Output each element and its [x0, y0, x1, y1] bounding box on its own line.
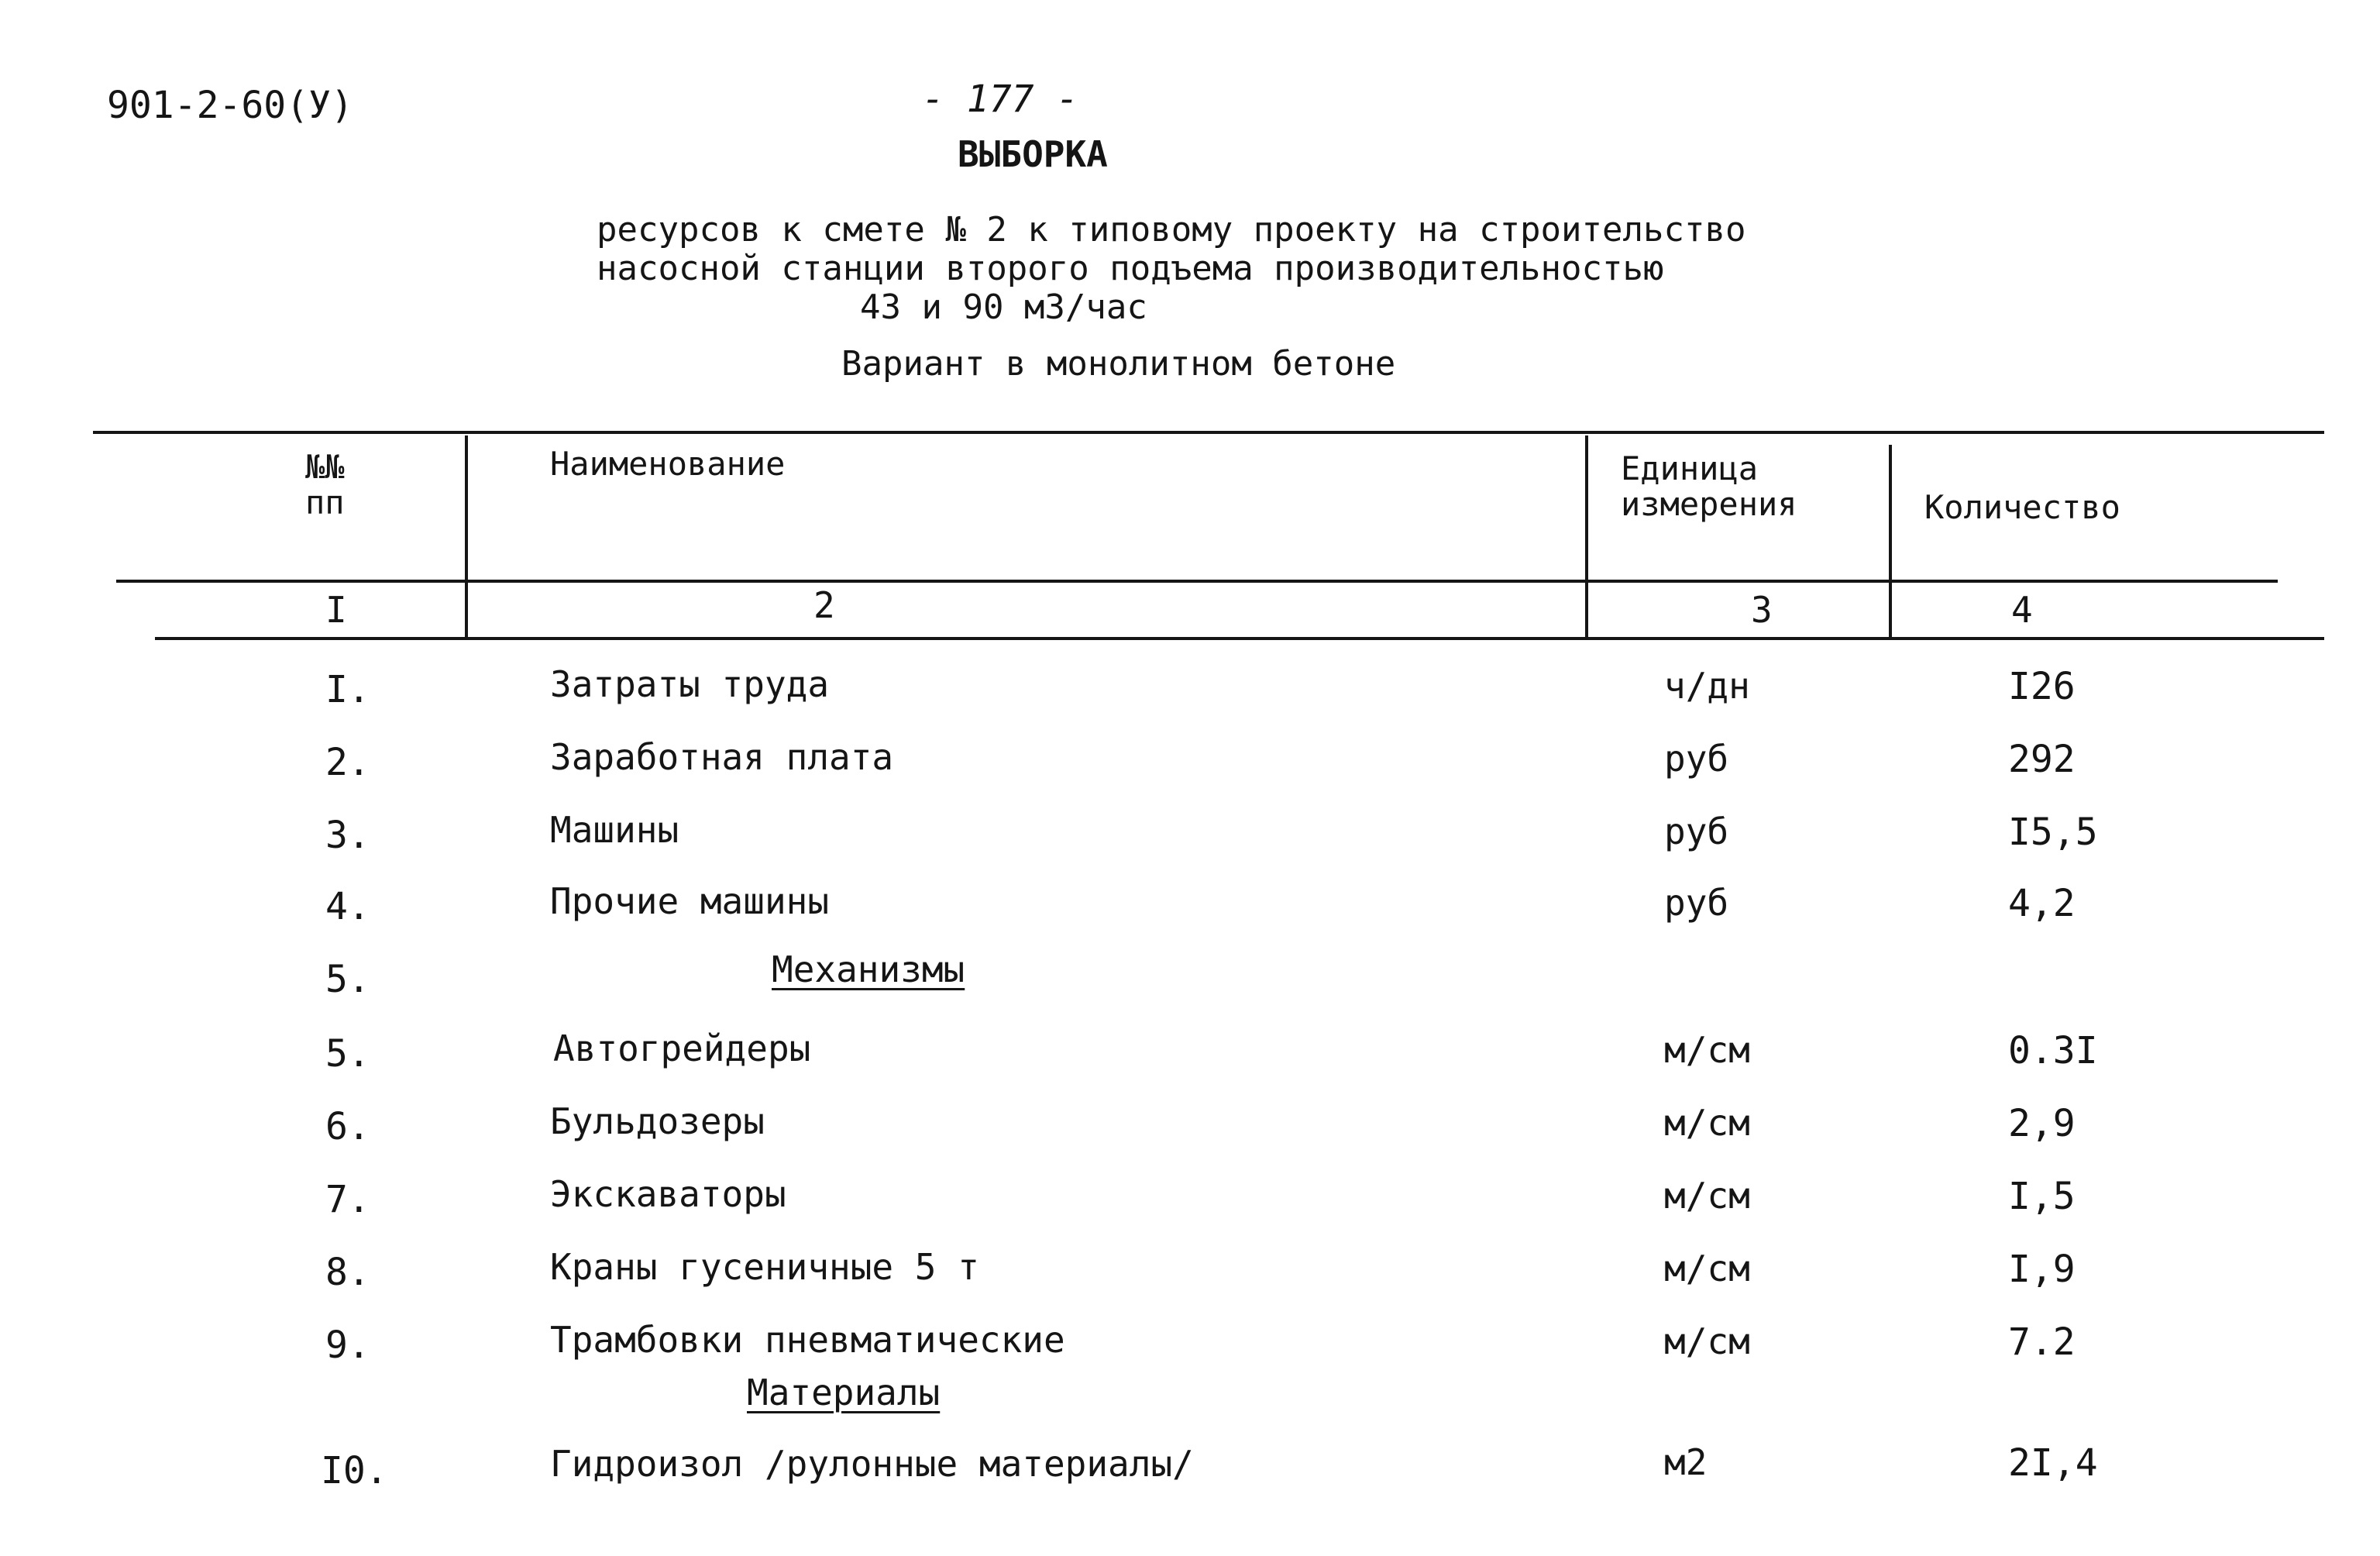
- row-quantity: 2I,4: [2008, 1441, 2098, 1485]
- row-name: Прочие машины: [550, 880, 830, 922]
- column-number-3: 3: [1751, 589, 1773, 631]
- row-unit: руб: [1664, 811, 1729, 852]
- row-name: Заработная плата: [550, 736, 894, 778]
- subtitle-line-2: насосной станции второго подъема производительностью: [597, 249, 1664, 288]
- table-header-rule: [116, 580, 2278, 583]
- table-numbers-rule: [155, 637, 2324, 640]
- header-num-line-1: №№: [305, 448, 345, 486]
- variant-caption: Вариант в монолитном бетоне: [841, 344, 1396, 384]
- column-number-4: 4: [2011, 589, 2033, 631]
- column-number-1: I: [325, 589, 347, 631]
- header-num: [305, 449, 345, 521]
- row-unit: м2: [1664, 1441, 1708, 1483]
- row-quantity: I,9: [2008, 1248, 2076, 1291]
- row-name: Бульдозеры: [550, 1100, 765, 1142]
- row-quantity: I5,5: [2008, 811, 2098, 854]
- row-quantity: 4,2: [2008, 882, 2076, 925]
- row-number: 9.: [325, 1324, 370, 1367]
- row-number: 4.: [325, 885, 370, 928]
- document-code: 901-2-60(У): [107, 84, 353, 127]
- row-name: Краны гусеничные 5 т: [550, 1246, 979, 1288]
- row-number: 8.: [325, 1251, 370, 1294]
- row-name: Гидроизол /рулонные материалы/: [550, 1443, 1194, 1485]
- subtitle-line-3: 43 и 90 м3/час: [860, 287, 1147, 327]
- section-heading: Материалы: [747, 1372, 941, 1413]
- row-quantity: 292: [2008, 738, 2076, 781]
- header-unit-line-2: измерения: [1621, 485, 1797, 523]
- header-unit: [1621, 451, 1797, 522]
- row-name: Затраты труда: [550, 663, 830, 705]
- row-unit: руб: [1664, 882, 1729, 924]
- column-divider-1: [465, 435, 468, 639]
- subtitle-line-1: ресурсов к смете № 2 к типовому проекту на строительство: [597, 210, 1746, 250]
- page-number: - 177 -: [922, 77, 1079, 121]
- table-top-rule: [93, 431, 2324, 434]
- row-quantity: 2,9: [2008, 1102, 2076, 1145]
- row-name: Экскаваторы: [550, 1173, 786, 1215]
- row-quantity: 7.2: [2008, 1320, 2076, 1364]
- header-qty: Количество: [1924, 488, 2120, 526]
- page-title: ВЫБОРКА: [958, 133, 1108, 175]
- section-heading: Механизмы: [772, 948, 965, 990]
- row-name: Трамбовки пневматические: [550, 1319, 1065, 1361]
- row-name: Автогрейдеры: [553, 1028, 811, 1069]
- row-unit: м/см: [1664, 1175, 1750, 1217]
- row-number: 5.: [325, 1032, 370, 1076]
- document-subtitle: [597, 211, 1745, 327]
- header-num-line-2: пп: [305, 484, 345, 522]
- row-number: 3.: [325, 814, 370, 857]
- row-number: I.: [325, 668, 370, 711]
- row-unit: м/см: [1664, 1029, 1750, 1071]
- row-name: Машины: [550, 809, 679, 851]
- row-quantity: 0.3I: [2008, 1029, 2098, 1072]
- row-unit: руб: [1664, 738, 1729, 780]
- column-divider-2: [1585, 435, 1588, 639]
- header-name: Наименование: [550, 445, 786, 483]
- row-number: 5.: [325, 958, 370, 1001]
- row-quantity: I,5: [2008, 1175, 2076, 1218]
- row-number: I0.: [321, 1449, 388, 1492]
- header-unit-line-1: Единица: [1621, 449, 1759, 487]
- row-unit: ч/дн: [1664, 665, 1750, 707]
- row-unit: м/см: [1664, 1320, 1750, 1362]
- row-unit: м/см: [1664, 1102, 1750, 1144]
- row-quantity: I26: [2008, 665, 2076, 708]
- column-divider-3: [1889, 445, 1892, 639]
- column-number-2: 2: [813, 584, 835, 626]
- row-number: 2.: [325, 741, 370, 784]
- row-unit: м/см: [1664, 1248, 1750, 1289]
- row-number: 7.: [325, 1178, 370, 1221]
- row-number: 6.: [325, 1105, 370, 1148]
